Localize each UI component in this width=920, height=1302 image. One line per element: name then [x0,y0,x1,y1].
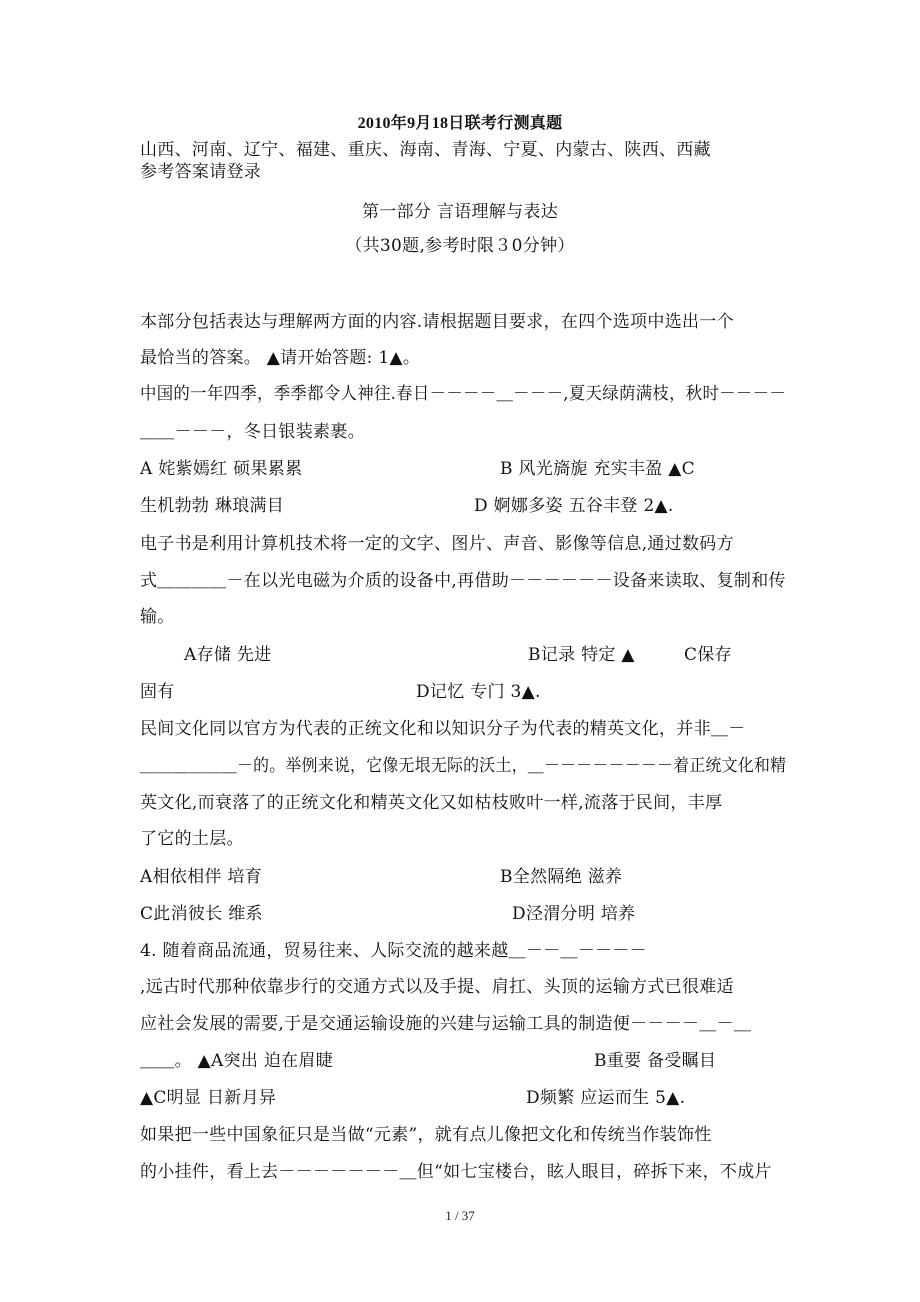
q4-line-2: ,远古时代那种依靠步行的交通方式以及手提、肩扛、头顶的运输方式已很难适 [140,977,734,997]
q1-line-2: ＿＿－－－，冬日银装素裹。 [140,422,365,442]
q4-option-d: D频繁 应运而生 5▲. [526,1088,686,1108]
q3-line-4: 了它的土层。 [140,829,244,849]
q5-line-1: 如果把一些中国象征只是当做“元素”，就有点儿像把文化和传统当作装饰性 [140,1125,712,1145]
q2-line-2: 式＿＿＿＿－在以光电磁为介质的设备中,再借助－－－－－－设备来读取、复制和传 [140,571,786,591]
q1-option-c: 生机勃勃 琳琅满目 [140,496,285,516]
q3-line-3: 英文化,而衰落了的正统文化和精英文化又如枯枝败叶一样,流落于民间，丰厚 [140,793,723,813]
section-subtitle: （共30题,参考时限３0分钟） [345,236,575,256]
q1-option-a: A 姹紫嫣红 硕果累累 [140,459,303,479]
q2-option-b: B记录 特定 ▲ [528,645,635,665]
q2-option-d: D记忆 专门 3▲. [416,682,541,702]
q4-option-c: ▲C明显 日新月异 [140,1088,277,1108]
section-title: 第一部分 言语理解与表达 [361,202,558,222]
q2-line-1: 电子书是利用计算机技术将一定的文字、图片、声音、影像等信息,通过数码方 [140,534,734,554]
q2-option-c-label: C保存 [684,645,732,665]
q3-line-2: ＿＿＿＿＿＿－的。举例来说，它像无垠无际的沃土，＿－－－－－－－－着正统文化和精 [140,756,787,776]
q2-line-3: 输。 [140,607,175,627]
q3-option-b: B全然隔绝 滋养 [500,867,623,887]
q5-line-2: 的小挂件，看上去－－－－－－－＿但“如七宝楼台，眩人眼目，碎拆下来，不成片 [140,1162,772,1182]
province-list: 山西、河南、辽宁、福建、重庆、海南、青海、宁夏、内蒙古、陕西、西藏 [140,140,711,160]
q1-option-d: D 婀娜多姿 五谷丰登 2▲. [474,496,674,516]
q3-option-d: D泾渭分明 培养 [512,904,636,924]
intro-line-1: 本部分包括表达与理解两方面的内容.请根据题目要求，在四个选项中选出一个 [140,312,734,332]
q4-option-b: B重要 备受瞩目 [594,1051,717,1071]
q4-line-4: ＿＿。 ▲A突出 迫在眉睫 [140,1051,334,1071]
q4-line-1: 4. 随着商品流通，贸易往来、人际交流的越来越＿－－＿－－－－ [140,941,647,961]
q1-option-b: B 风光旖旎 充实丰盈 ▲C [500,459,695,479]
page-number: 1 / 37 [445,1208,475,1223]
q3-option-c: C此消彼长 维系 [140,904,263,924]
q3-line-1: 民间文化同以官方为代表的正统文化和以知识分子为代表的精英文化，并非＿－ [140,719,746,739]
q4-line-3: 应社会发展的需要,于是交通运输设施的兴建与运输工具的制造便－－－－＿－＿ [140,1014,752,1034]
document-title: 2010年9月18日联考行测真题 [357,115,563,132]
q3-option-a: A相依相伴 培育 [140,867,263,887]
q1-line-1: 中国的一年四季，季季都令人神往.春日－－－－＿－－－,夏天绿荫满枝，秋时－－－－ [140,384,787,404]
q2-option-c: 固有 [140,682,175,702]
answer-note: 参考答案请登录 [140,162,262,182]
q2-option-a: A存储 先进 [184,645,272,665]
intro-line-2: 最恰当的答案。 ▲请开始答题: 1▲。 [140,348,421,368]
